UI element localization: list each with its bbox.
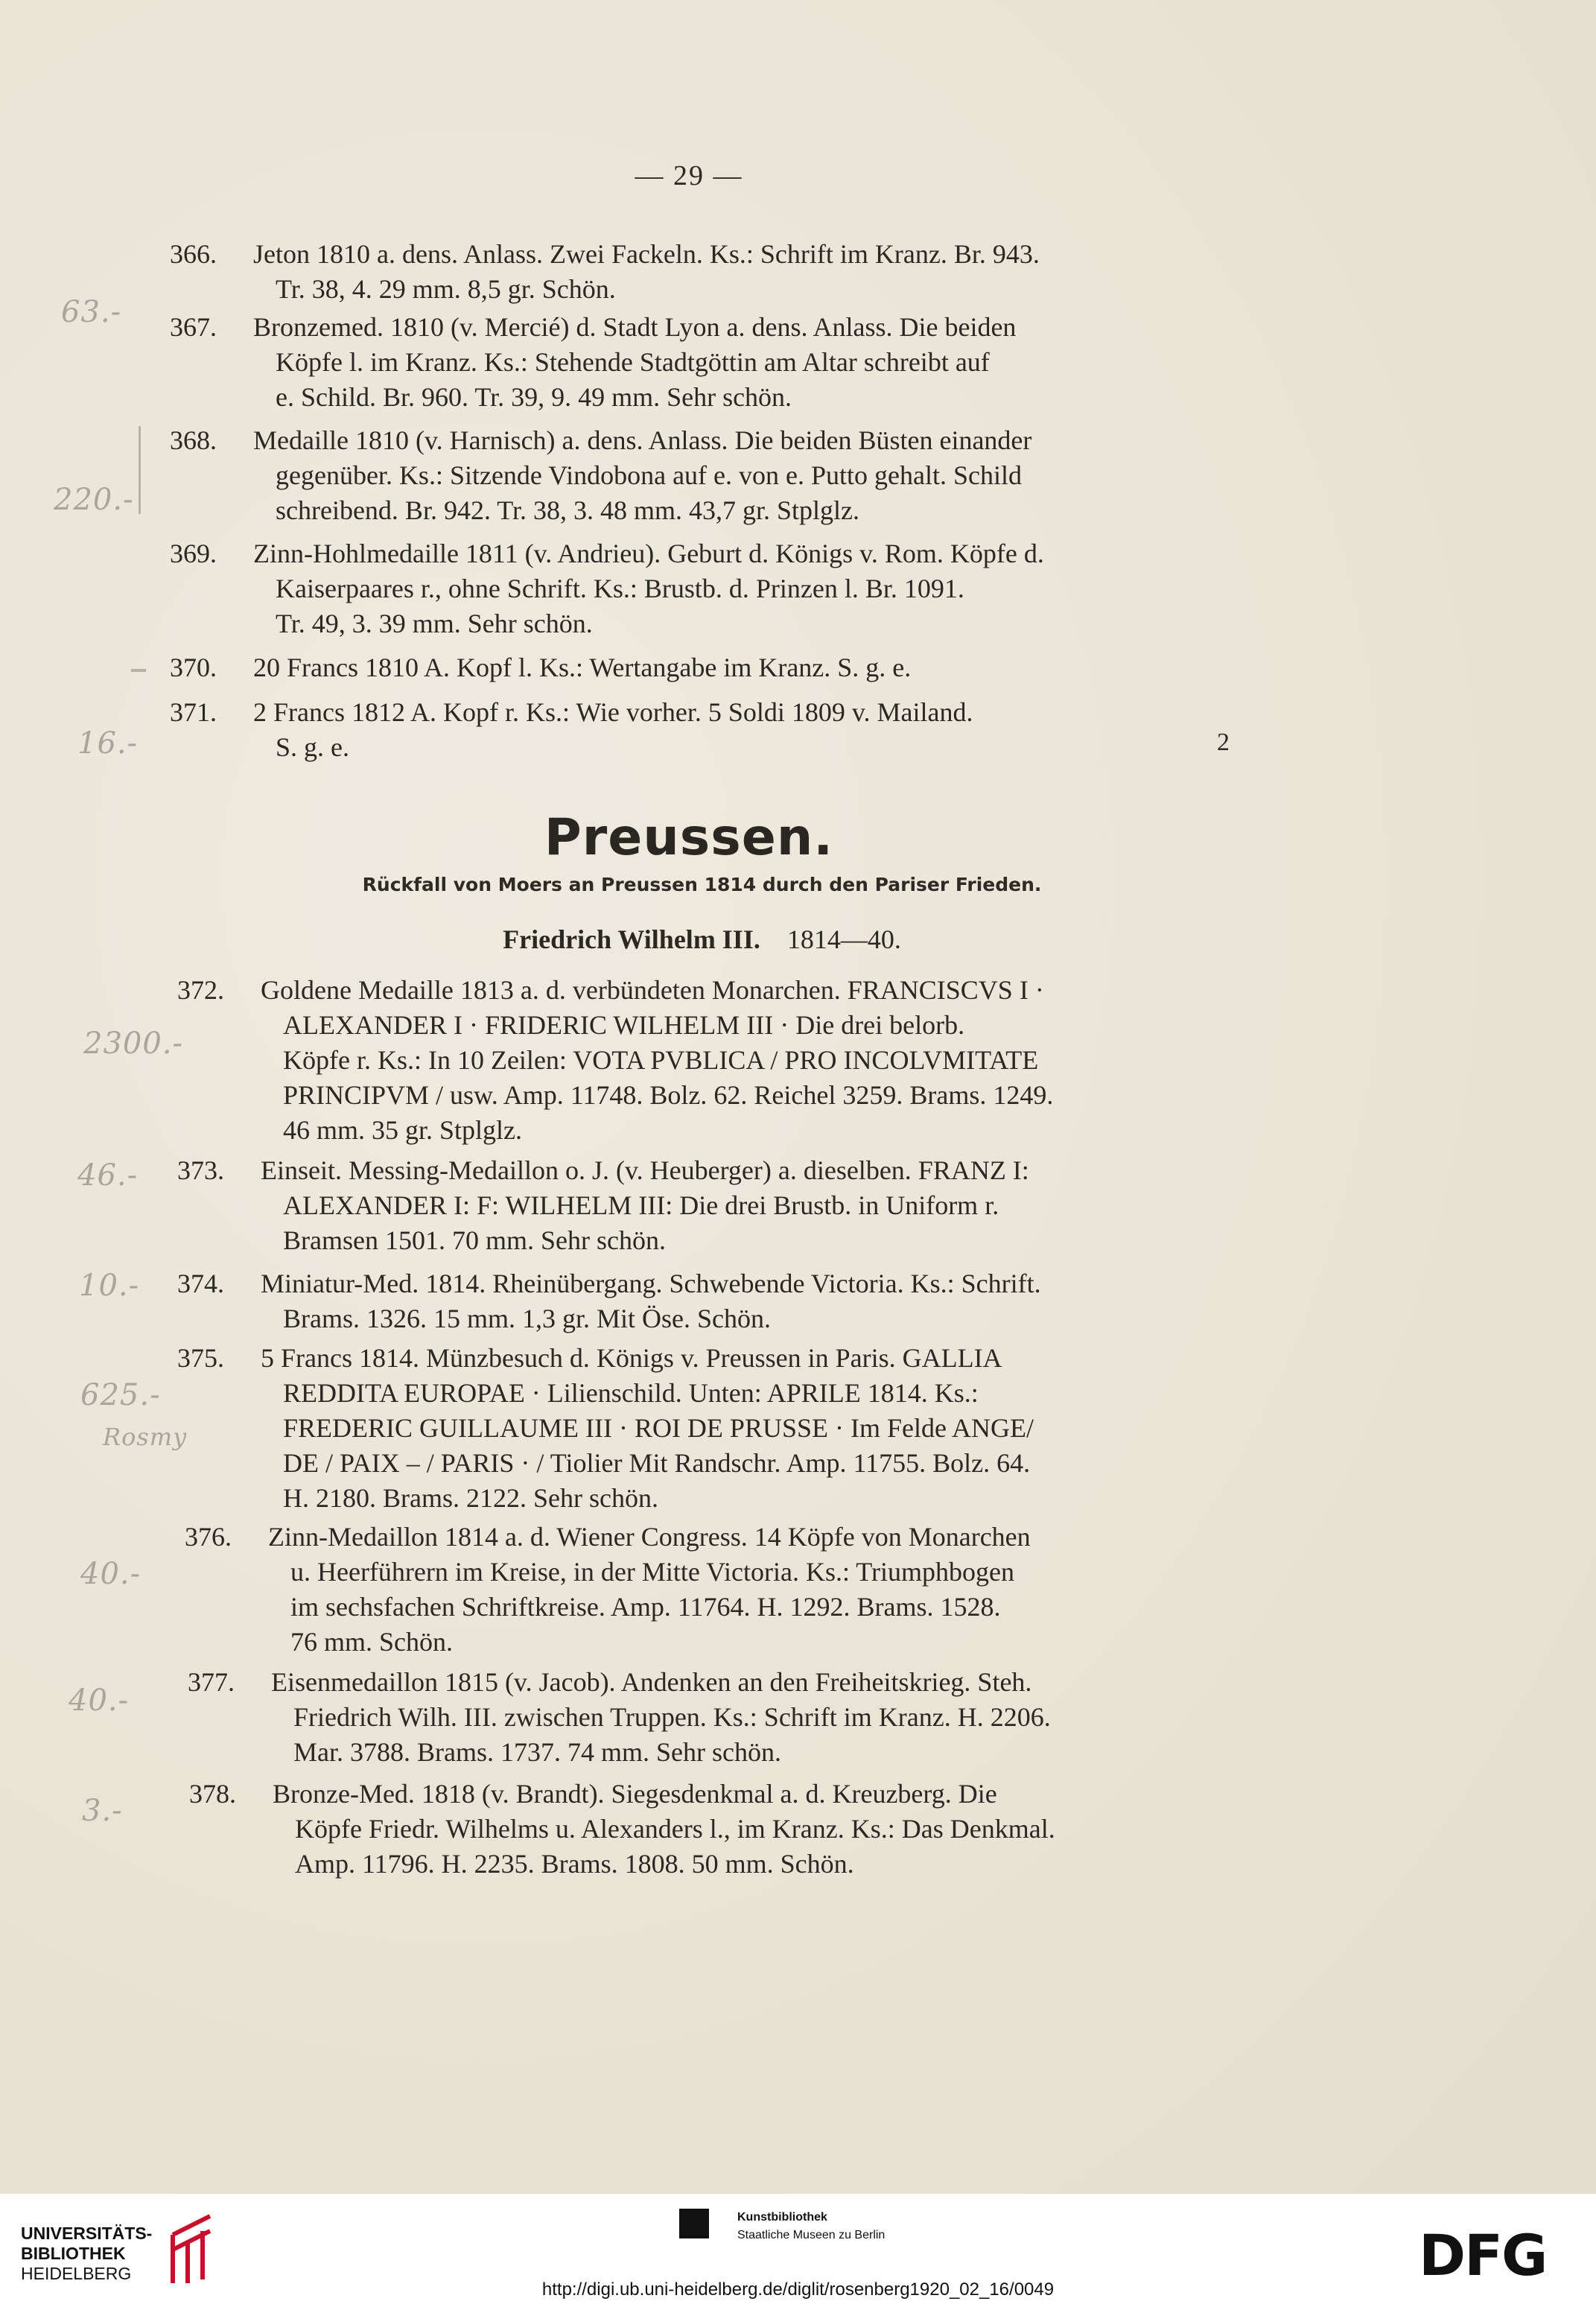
lot-entry-368 bbox=[170, 423, 1031, 528]
lot-number: 373. bbox=[177, 1155, 224, 1185]
lot-text: Mar. 3788. Brams. 1737. 74 mm. Sehr schön. bbox=[293, 1737, 781, 1767]
lot-number: 367. bbox=[170, 312, 217, 342]
lot-text: Zinn-Hohlmedaille 1811 (v. Andrieu). Geburt d. Königs v. Rom. Köpfe d. bbox=[253, 539, 1044, 568]
pencil-dash bbox=[131, 669, 146, 672]
kunstbibliothek-logo-icon bbox=[679, 2209, 709, 2238]
lot-entry-375 bbox=[177, 1341, 1034, 1516]
pencil-mark bbox=[139, 426, 141, 514]
margin-price-note: 2300.- bbox=[83, 1026, 184, 1061]
kunstbibliothek-label bbox=[737, 2209, 885, 2244]
lot-text: Köpfe Friedr. Wilhelms u. Alexanders l., im Kranz. Ks.: Das Denkmal. bbox=[295, 1814, 1055, 1844]
lot-text: Kaiserpaares r., ohne Schrift. Ks.: Brustb. d. Prinzen l. Br. 1091. bbox=[276, 574, 964, 603]
lot-entry-371 bbox=[170, 695, 973, 765]
lot-text: Friedrich Wilh. III. zwischen Truppen. Ks.: Schrift im Kranz. H. 2206. bbox=[293, 1702, 1051, 1732]
lot-text: DE / PAIX – / PARIS · / Tiolier Mit Randschr. Amp. 11755. Bolz. 64. bbox=[283, 1448, 1031, 1478]
margin-price-note: 63.- bbox=[61, 295, 122, 329]
ub-line-1: UNIVERSITÄTS- bbox=[21, 2224, 153, 2243]
lot-number: 376. bbox=[185, 1522, 232, 1552]
ub-line-2: BIBLIOTHEK bbox=[21, 2244, 126, 2263]
ruler-dates: 1814—40. bbox=[786, 924, 901, 954]
lot-number: 374. bbox=[177, 1269, 224, 1298]
lot-number: 370. bbox=[170, 653, 217, 682]
margin-price-note: 46.- bbox=[77, 1158, 139, 1193]
margin-price-note: 40.- bbox=[80, 1557, 142, 1591]
lot-text: u. Heerführern im Kreise, in der Mitte Victoria. Ks.: Triumphbogen bbox=[290, 1557, 1014, 1587]
lot-text: e. Schild. Br. 960. Tr. 39, 9. 49 mm. Sehr schön. bbox=[276, 382, 792, 412]
source-url[interactable]: http://digi.ub.uni-heidelberg.de/diglit/rosenberg1920_02_16/0049 bbox=[541, 2279, 1055, 2300]
lot-text: Einseit. Messing-Medaillon o. J. (v. Heuberger) a. dieselben. FRANZ I: bbox=[261, 1155, 1029, 1185]
ruler-name: Friedrich Wilhelm III. bbox=[503, 924, 760, 954]
lot-text: Brams. 1326. 15 mm. 1,3 gr. Mit Öse. Schön. bbox=[283, 1304, 771, 1333]
lot-entry-370 bbox=[170, 650, 911, 685]
page-number: — 29 — bbox=[635, 160, 743, 191]
lot-text: schreibend. Br. 942. Tr. 38, 3. 48 mm. 43,7 gr. Stplglz. bbox=[276, 495, 860, 525]
ruler-heading bbox=[0, 924, 1404, 955]
lot-number: 378. bbox=[189, 1779, 236, 1809]
lot-entry-373 bbox=[177, 1153, 1029, 1258]
lot-number: 375. bbox=[177, 1343, 224, 1373]
lot-entry-374 bbox=[177, 1266, 1041, 1336]
lot-entry-366 bbox=[170, 237, 1040, 307]
lot-number: 369. bbox=[170, 539, 217, 568]
kb-line-2: Staatliche Museen zu Berlin bbox=[737, 2229, 886, 2241]
signature-mark: 2 bbox=[1217, 729, 1230, 756]
lot-text: S. g. e. bbox=[276, 732, 349, 762]
lot-text: Köpfe r. Ks.: In 10 Zeilen: VOTA PVBLICA / PRO INCOLVMITATE bbox=[283, 1045, 1039, 1075]
lot-text: im sechsfachen Schriftkreise. Amp. 11764. H. 1292. Brams. 1528. bbox=[290, 1592, 1001, 1622]
lot-text: Medaille 1810 (v. Harnisch) a. dens. Anlass. Die beiden Büsten einander bbox=[253, 425, 1032, 455]
section-subheading: Rückfall von Moers an Preussen 1814 durch den Pariser Frieden. bbox=[362, 874, 1042, 895]
margin-price-note: 3.- bbox=[82, 1794, 123, 1828]
footer bbox=[0, 2194, 1596, 2307]
lot-text: 2 Francs 1812 A. Kopf r. Ks.: Wie vorher. 5 Soldi 1809 v. Mailand. bbox=[253, 697, 973, 727]
kb-line-1: Kunstbibliothek bbox=[737, 2211, 827, 2224]
lot-text: ALEXANDER I · FRIDERIC WILHELM III · Die drei belorb. bbox=[283, 1010, 965, 1040]
lot-text: Amp. 11796. H. 2235. Brams. 1808. 50 mm. Schön. bbox=[295, 1849, 854, 1879]
margin-price-note: 10.- bbox=[79, 1269, 140, 1303]
lot-number: 371. bbox=[170, 697, 217, 727]
lot-number: 372. bbox=[177, 975, 224, 1005]
lot-number: 368. bbox=[170, 425, 217, 455]
dfg-logo: DFG bbox=[1419, 2222, 1547, 2288]
lot-entry-377 bbox=[188, 1665, 1051, 1770]
lot-text: FREDERIC GUILLAUME III · ROI DE PRUSSE · Im Felde ANGE/ bbox=[283, 1413, 1034, 1443]
lot-text: Tr. 49, 3. 39 mm. Sehr schön. bbox=[276, 609, 593, 638]
lot-entry-369 bbox=[170, 536, 1044, 641]
lot-text: gegenüber. Ks.: Sitzende Vindobona auf e. von e. Putto gehalt. Schild bbox=[276, 460, 1022, 490]
lot-entry-372 bbox=[177, 973, 1053, 1148]
lot-text: 20 Francs 1810 A. Kopf l. Ks.: Wertangabe im Kranz. S. g. e. bbox=[253, 653, 912, 682]
margin-price-note: 40.- bbox=[69, 1684, 130, 1718]
lot-text: 76 mm. Schön. bbox=[290, 1627, 454, 1657]
lot-text: Eisenmedaillon 1815 (v. Jacob). Andenken an den Freiheitskrieg. Steh. bbox=[271, 1667, 1032, 1697]
margin-name-note: Rosmy bbox=[103, 1423, 188, 1451]
margin-price-note: 16.- bbox=[77, 726, 139, 761]
lot-text: REDDITA EUROPAE · Lilienschild. Unten: APRILE 1814. Ks.: bbox=[283, 1378, 979, 1408]
lot-text: H. 2180. Brams. 2122. Sehr schön. bbox=[283, 1483, 658, 1513]
lot-text: Miniatur-Med. 1814. Rheinübergang. Schwebende Victoria. Ks.: Schrift. bbox=[261, 1269, 1041, 1298]
margin-price-note: 625.- bbox=[80, 1378, 161, 1412]
lot-text: ALEXANDER I: F: WILHELM III: Die drei Brustb. in Uniform r. bbox=[283, 1190, 999, 1220]
lot-text: Bramsen 1501. 70 mm. Sehr schön. bbox=[283, 1225, 666, 1255]
lot-text: PRINCIPVM / usw. Amp. 11748. Bolz. 62. Reichel 3259. Brams. 1249. bbox=[283, 1080, 1054, 1110]
lot-entry-376 bbox=[185, 1520, 1031, 1660]
lot-text: 5 Francs 1814. Münzbesuch d. Königs v. Preussen in Paris. GALLIA bbox=[261, 1343, 1002, 1373]
lot-text: Bronzemed. 1810 (v. Mercié) d. Stadt Lyon a. dens. Anlass. Die beiden bbox=[253, 312, 1017, 342]
lot-text: Jeton 1810 a. dens. Anlass. Zwei Fackeln. Ks.: Schrift im Kranz. Br. 943. bbox=[253, 239, 1040, 269]
lot-text: Köpfe l. im Kranz. Ks.: Stehende Stadtgöttin am Altar schreibt auf bbox=[276, 347, 990, 377]
lot-text: Bronze-Med. 1818 (v. Brandt). Siegesdenkmal a. d. Kreuzberg. Die bbox=[273, 1779, 997, 1809]
ub-heidelberg-logo-icon bbox=[158, 2209, 225, 2291]
ub-line-3: HEIDELBERG bbox=[21, 2264, 132, 2283]
lot-text: Goldene Medaille 1813 a. d. verbündeten Monarchen. FRANCISCVS I · bbox=[261, 975, 1044, 1005]
margin-price-note: 220.- bbox=[54, 483, 134, 517]
lot-number: 366. bbox=[170, 239, 217, 269]
lot-entry-378 bbox=[189, 1777, 1055, 1882]
ub-heidelberg-label bbox=[21, 2224, 152, 2284]
lot-entry-367 bbox=[170, 310, 1016, 415]
section-heading: Preussen. bbox=[544, 808, 834, 867]
lot-text: 46 mm. 35 gr. Stplglz. bbox=[283, 1115, 523, 1145]
lot-text: Tr. 38, 4. 29 mm. 8,5 gr. Schön. bbox=[276, 274, 616, 304]
lot-number: 377. bbox=[188, 1667, 235, 1697]
lot-text: Zinn-Medaillon 1814 a. d. Wiener Congress. 14 Köpfe von Monarchen bbox=[268, 1522, 1031, 1552]
